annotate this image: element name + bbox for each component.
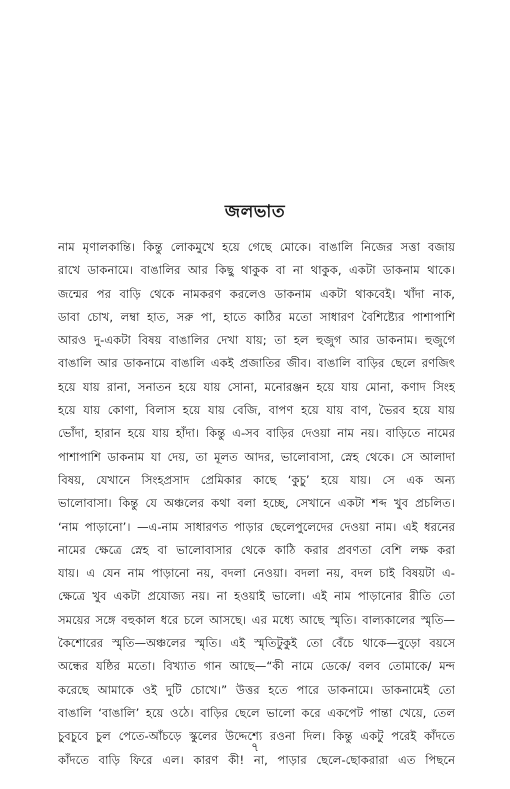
text-line: ক্ষেত্রে খুব একটা প্রযোজ্য নয়। না হওয়াই ভালো। এই নাম পাড়ানোর রীতি তো <box>58 589 455 604</box>
text-line: ভালোবাসা। কিন্তু যে অঞ্চলের কথা বলা হচ্ছে, সেখানে একটা শব্দ খুব প্রচলিত। <box>58 496 455 511</box>
text-line: বাঙালি ‘বাঙালি’ হয়ে ওঠে। বাড়ির ছেলে ভালো করে একপেট পান্তা খেয়ে, তেল <box>58 705 455 720</box>
text-line: বিষয়, যেখানে সিংহপ্রসাদ প্রেমিকার কাছে ‘কুচু’ হয়ে যায়। সে এক অন্য <box>58 472 455 487</box>
text-line: অন্ধের যষ্ঠির মতো। বিখ্যাত গান আছে—“কী নামে ডেকে/ বলব তোমাকে/ মন্দ <box>58 659 455 674</box>
text-line: হয়ে যায় রানা, সনাতন হয়ে যায় সোনা, মনোরঞ্জন হয়ে যায় মোনা, কণাদ সিংহ <box>58 379 455 394</box>
text-line: আরও দু-একটা বিষয় বাঙালির দেখা যায়; তা হল হুজুগ আর ডাকনাম। হুজুগে <box>58 333 455 348</box>
text-line: নামের ক্ষেত্রে স্নেহ বা ভালোবাসার থেকে কাঠি করার প্রবণতা বেশি লক্ষ করা <box>58 542 455 557</box>
text-line: রাখে ডাকনামে। বাঙালির আর কিছু থাকুক বা না থাকুক, একটা ডাকনাম থাকে। <box>58 263 455 278</box>
body-text <box>58 236 455 772</box>
text-line: যায়। এ যেন নাম পাড়ানো নয়, বদলা নেওয়া। বদলা নয়, বদল চাই বিষয়টা এ- <box>58 566 455 581</box>
text-line: জন্মের পর বাড়ি থেকে নামকরণ করলেও ডাকনাম একটা থাকবেই। খাঁদা নাক, <box>58 286 455 301</box>
text-line: সময়ের সঙ্গে বহুকাল ধরে চলে আসছে। এর মধ্যে আছে স্মৃতি। বাল্যকালের স্মৃতি— <box>58 612 455 627</box>
chapter-title: জলভাত <box>224 202 286 222</box>
text-line: কাঁদতে বাড়ি ফিরে এল। কারণ কী! না, পাড়ার ছেলে-ছোকরারা এত পিছনে <box>58 752 455 767</box>
text-line: বাঙালি আর ডাকনামে বাঙালি একই প্রজাতির জীব। বাঙালি বাড়ির ছেলে রণজিৎ <box>58 356 455 371</box>
text-line: নাম মৃণালকান্তি। কিন্তু লোকমুখে হয়ে গেছে মোকে। বাঙালি নিজের সত্তা বজায় <box>58 240 455 254</box>
page-number: ৭ <box>251 740 259 754</box>
text-line: ডাবা চোখ, লম্বা হাত, সরু পা, হাতে কাঠির মতো সাধারণ বৈশিষ্ট্যের পাশাপাশি <box>58 309 455 324</box>
text-line: হয়ে যায় কোণা, বিলাস হয়ে যায় বেজি, বাপণ হয়ে যায় বাণ, ভৈরব হয়ে যায় <box>58 403 455 418</box>
text-line: পাশাপাশি ডাকনাম যা দেয়, তা মূলত আদর, ভালোবাসা, স্নেহ থেকে। সে আলাদা <box>58 449 455 464</box>
text-line: করেছে আমাকে ওই দুটি চোখে।” উত্তর হতে পারে ডাকনামে। ডাকনামেই তো <box>58 682 455 697</box>
text-line: চুবচুবে চুল পেতে-আঁচড়ে স্কুলের উদ্দেশ্যে রওনা দিল। কিন্তু একটু পরেই কাঁদতে <box>58 729 455 744</box>
text-line: ‘নাম পাড়ানো’। —এ-নাম সাধারণত পাড়ার ছেলেপুলেদের দেওয়া নাম। এই ধরনের <box>58 519 455 534</box>
text-line: ভোঁদা, হারান হয়ে যায় হাঁদা। কিন্তু এ-সব বাড়ির দেওয়া নাম নয়। বাড়িতে নামের <box>58 426 455 441</box>
text-line: কৈশোরের স্মৃতি—অঞ্চলের স্মৃতি। এই স্মৃতিটুকুই তো বেঁচে থাকে—বুড়ো বয়সে <box>58 636 455 651</box>
